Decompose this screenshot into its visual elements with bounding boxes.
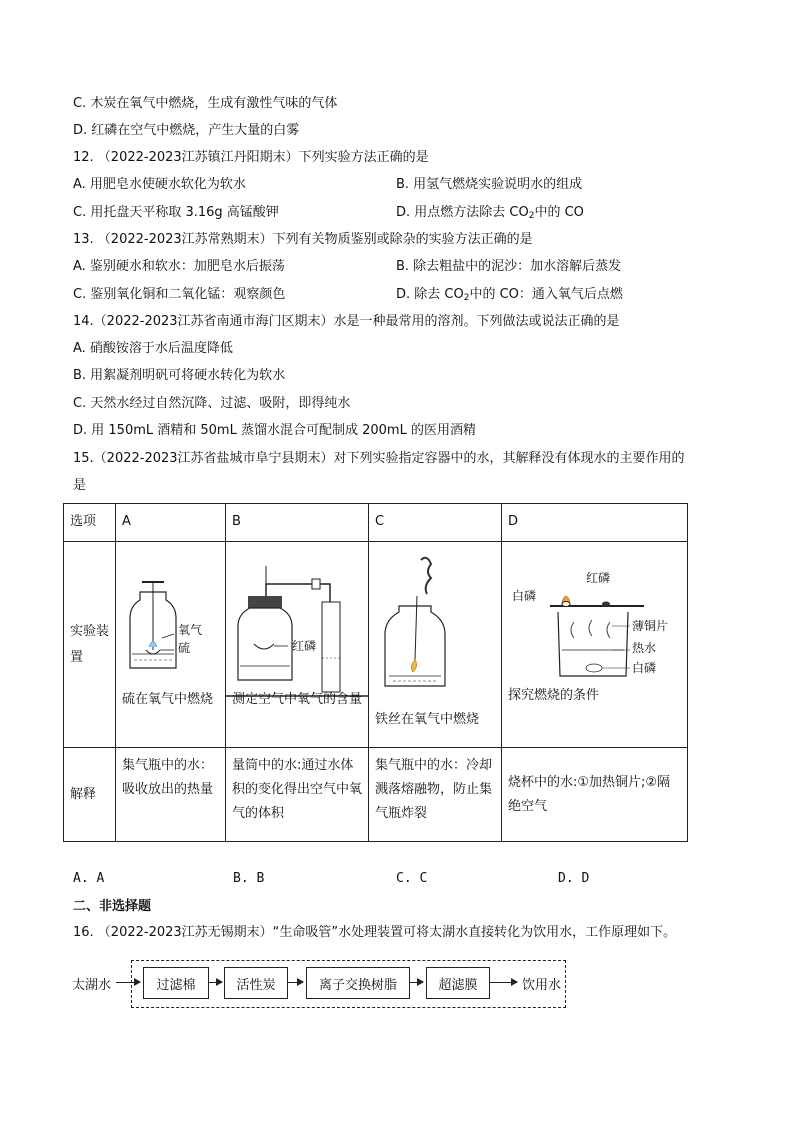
q11-option-c: C. 木炭在氧气中燃烧，生成有激性气味的气体 [73, 96, 338, 111]
caption-a: 硫在氧气中燃烧 [122, 692, 214, 707]
cell-apparatus-c [369, 542, 502, 748]
q14-stem: 14.（2022-2023江苏省南通市海门区期末）水是一种最常用的溶剂。下列做法或说法正确的是 [73, 314, 620, 329]
caption-c: 铁丝在氧气中燃烧 [375, 712, 480, 727]
flow-step-filter-cotton: 过滤棉 [143, 967, 209, 999]
q15-stem-line2: 是 [73, 478, 87, 493]
q13-stem: 13. （2022-2023江苏常熟期末）下列有关物质鉴别或除杂的实验方法正确的是 [73, 232, 533, 247]
arrow-icon [409, 982, 423, 983]
q12-option-a: A. 用肥皂水使硬水软化为软水 [73, 177, 246, 192]
q14-option-c: C. 天然水经过自然沉降、过滤、吸附，即得纯水 [73, 396, 351, 411]
q13-option-c: C. 鉴别氧化铜和二氧化锰：观察颜色 [73, 287, 286, 302]
flow-step-activated-carbon: 活性炭 [224, 967, 288, 999]
row-label-apparatus: 实验装置 [64, 542, 116, 748]
arrow-icon [116, 982, 140, 983]
table-header-option: 选项 [64, 504, 116, 542]
q11-option-d: D. 红磷在空气中燃烧，产生大量的白雾 [73, 123, 300, 138]
q15-table [63, 503, 688, 842]
q13-option-d: D. 除去 $CO_2$中的 CO：通入氧气后点燃 [396, 287, 623, 303]
explanation-a: 集气瓶中的水：吸收放出的热量 [116, 748, 226, 842]
explanation-b: 量筒中的水:通过水体积的变化得出空气中氧气的体积 [226, 748, 369, 842]
cell-apparatus-b [226, 542, 369, 748]
row-label-explanation: 解释 [64, 748, 116, 842]
flow-step-ion-exchange-resin: 离子交换树脂 [306, 967, 410, 999]
oxygen-content-figure [226, 562, 369, 702]
table-header-d: D [502, 504, 688, 542]
explanation-c: 集气瓶中的水：冷却溅落熔融物，防止集气瓶炸裂 [369, 748, 502, 842]
explanation-d: 烧杯中的水:①加热铜片;②隔绝空气 [502, 748, 688, 842]
label-white-phosphorus-top: 白磷 [512, 589, 537, 603]
cell-apparatus-a [116, 542, 226, 748]
answer-option-d: D. D [558, 871, 590, 886]
q12-option-d: D. 用点燃方法除去 $CO_2$中的 CO [396, 205, 584, 221]
q12-stem: 12. （2022-2023江苏镇江丹阳期末）下列实验方法正确的是 [73, 150, 429, 165]
label-oxygen: 氧气 [178, 623, 203, 637]
q16-stem: 16. （2022-2023江苏无锡期末）“生命吸管”水处理装置可将太湖水直接转化为饮用水，工作原理如下。 [73, 925, 677, 940]
q12-option-b: B. 用氢气燃烧实验说明水的组成 [396, 177, 583, 192]
q14-option-d: D. 用 150mL 酒精和 50mL 蒸馏水混合可配制成 200mL 的医用酒精 [73, 423, 476, 438]
label-sulfur: 硫 [178, 641, 191, 655]
iron-wire-combustion-figure [369, 550, 502, 700]
arrow-icon [208, 982, 222, 983]
caption-d: 探究燃烧的条件 [508, 688, 600, 703]
q13-option-b: B. 除去粗盐中的泥沙：加水溶解后蒸发 [396, 259, 622, 274]
table-header-c: C [369, 504, 502, 542]
q13-option-a: A. 鉴别硬水和软水：加肥皂水后振荡 [73, 259, 285, 274]
q14-option-a: A. 硝酸铵溶于水后温度降低 [73, 341, 233, 356]
label-red-phosphorus-b: 红磷 [292, 639, 317, 653]
label-hot-water: 热水 [632, 641, 657, 655]
answer-option-c: C. C [396, 871, 428, 886]
arrow-icon [287, 982, 303, 983]
q14-option-b: B. 用絮凝剂明矾可将硬水转化为软水 [73, 368, 286, 383]
flow-end-label: 饮用水 [522, 978, 562, 993]
q15-stem-line1: 15.（2022-2023江苏省盐城市阜宁县期末）对下列实验指定容器中的水，其解释没有体现水的主要作用的 [73, 451, 685, 466]
table-header-a: A [116, 504, 226, 542]
table-header-b: B [226, 504, 369, 542]
label-red-phosphorus-d: 红磷 [586, 571, 611, 585]
answer-option-b: B. B [233, 871, 265, 886]
caption-b: 测定空气中氧气的含量 [232, 692, 363, 707]
answer-option-a: A. A [73, 871, 105, 886]
q12-option-c: C. 用托盘天平称取 3.16g 高锰酸钾 [73, 205, 279, 220]
flow-start-label: 太湖水 [72, 978, 112, 993]
section-heading: 二、非选择题 [73, 899, 152, 914]
arrow-icon [489, 982, 517, 983]
water-treatment-flow-diagram [70, 960, 670, 1016]
flow-step-ultrafiltration-membrane: 超滤膜 [426, 967, 490, 999]
label-copper-sheet: 薄铜片 [632, 619, 669, 633]
cell-apparatus-d [502, 542, 688, 748]
label-white-phosphorus-bottom: 白磷 [632, 661, 657, 675]
